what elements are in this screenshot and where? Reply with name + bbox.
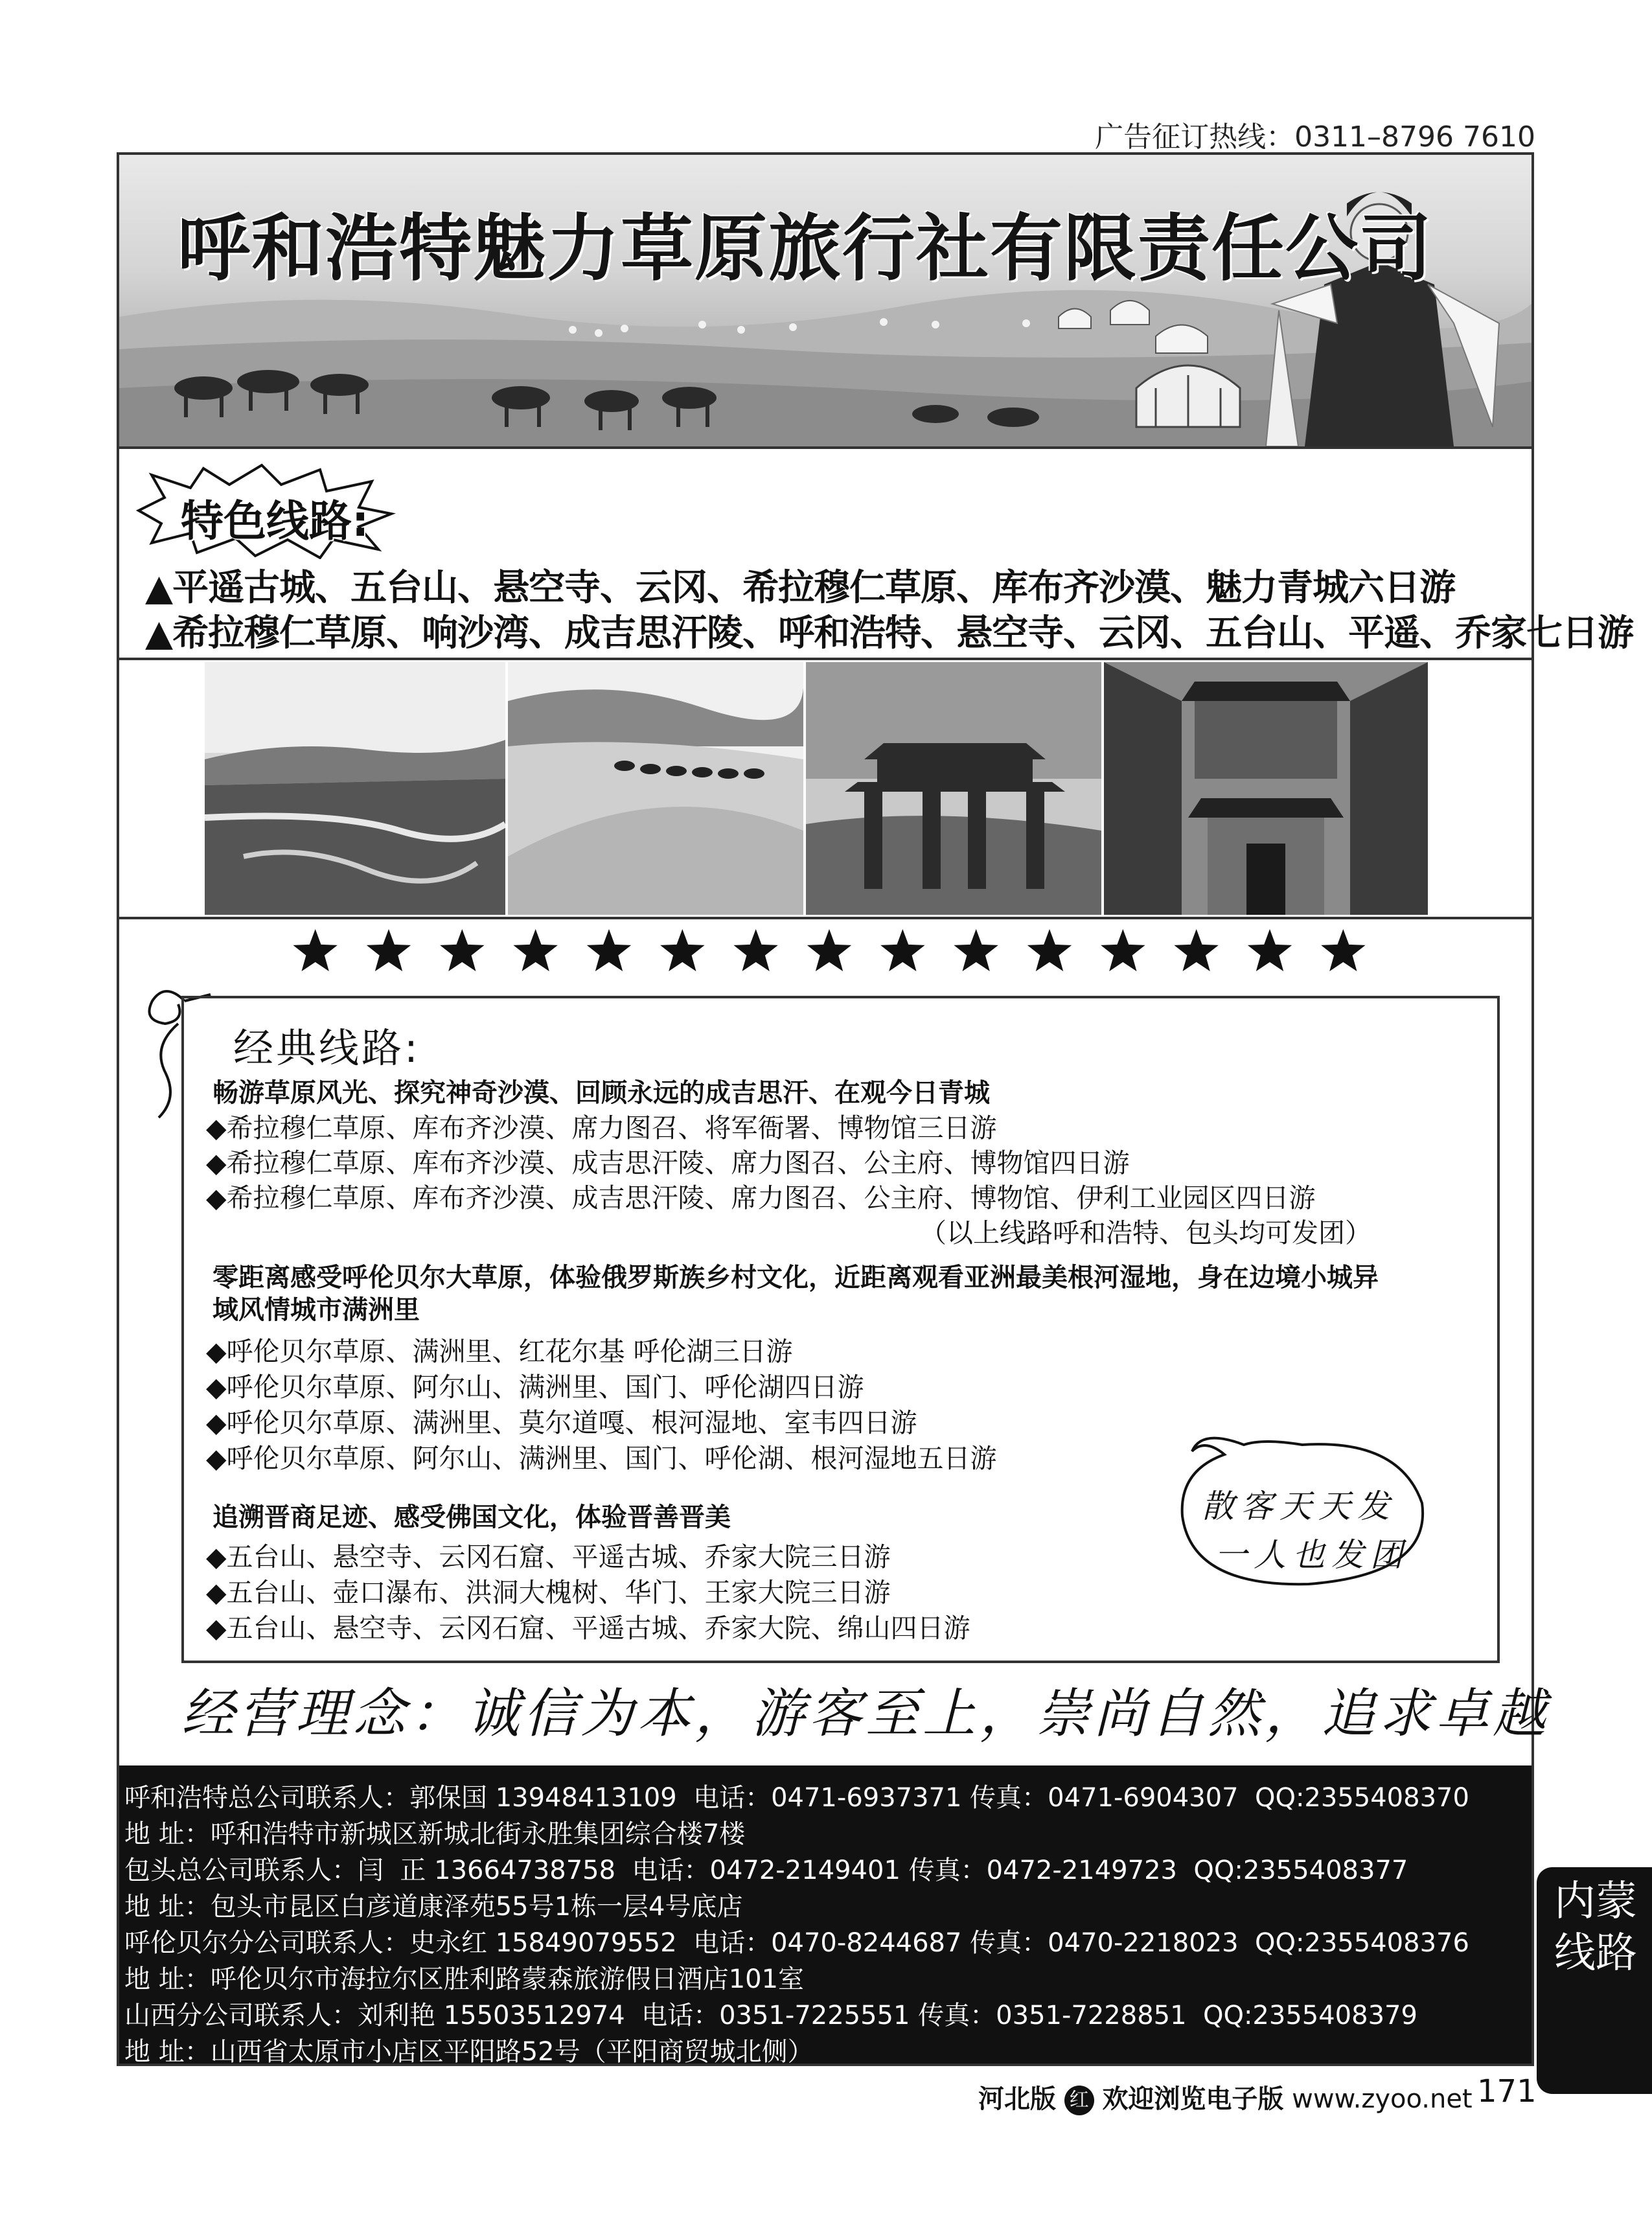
company-name: 呼和浩特魅力草原旅行社有限责任公司	[178, 207, 1433, 291]
featured-badge-label: 特色线路:	[181, 496, 369, 546]
star-icon	[440, 929, 485, 971]
business-philosophy: 经营理念：诚信为本，游客至上，崇尚自然，追求卓越	[181, 1683, 1550, 1745]
contact-address: 地 址：呼和浩特市新城区新城北街永胜集团综合楼7楼	[124, 1819, 746, 1849]
ancient-courtyard-photo-icon	[1104, 662, 1428, 915]
ad-hotline: 广告征订热线：0311–8796 7610	[1095, 121, 1535, 154]
star-icon	[513, 929, 558, 971]
star-icon	[1174, 929, 1219, 971]
contact-address: 地 址：呼伦贝尔市海拉尔区胜利路蒙森旅游假日酒店101室	[124, 1964, 805, 1994]
contact-line: 呼伦贝尔分公司联系人：史永红 15849079552 电话：0470-8244687 传真：0470-2218023 QQ:2355408376	[124, 1928, 1469, 1958]
bubble-line: 散客天天发	[1202, 1488, 1396, 1525]
star-icon	[733, 929, 778, 971]
star-icon	[587, 929, 631, 971]
route-item: ◆五台山、壶口瀑布、洪洞大槐树、华门、王家大院三日游	[206, 1577, 891, 1608]
footer-welcome: 欢迎浏览电子版	[1102, 2084, 1284, 2114]
photo-strip	[119, 660, 1532, 919]
contact-line: 呼和浩特总公司联系人：郭保国 13948413109 电话：0471-6937371 传真：0471-6904307 QQ:2355408370	[124, 1783, 1469, 1813]
star-icon	[1248, 929, 1292, 971]
desert-camel-caravan-photo-icon	[508, 662, 803, 915]
route-group-heading: 域风情城市满洲里	[212, 1294, 420, 1325]
contact-line: 包头总公司联系人：闫 正 13664738758 电话：0472-2149401 传真：0472-2149723 QQ:2355408377	[124, 1856, 1408, 1885]
route-item: ◆呼伦贝尔草原、满洲里、莫尔道嘎、根河湿地、室韦四日游	[206, 1407, 917, 1438]
featured-route: ▲希拉穆仁草原、响沙湾、成吉思汗陵、呼和浩特、悬空寺、云冈、五台山、平遥、乔家七日游	[145, 612, 1634, 654]
contact-address: 地 址：包头市昆区白彦道康泽苑55号1栋一层4号底店	[124, 1892, 743, 1922]
hong-logo-icon: 红	[1064, 2086, 1094, 2115]
route-item: ◆呼伦贝尔草原、阿尔山、满洲里、国门、呼伦湖四日游	[206, 1372, 864, 1403]
page-number: 171	[1477, 2073, 1537, 2110]
contact-block	[119, 1765, 1532, 2067]
route-item: ◆希拉穆仁草原、库布齐沙漠、成吉思汗陵、席力图召、公主府、博物馆、伊利工业园区四日游	[206, 1182, 1316, 1213]
featured-route: ▲平遥古城、五台山、悬空寺、云冈、希拉穆仁草原、库布齐沙漠、魅力青城六日游	[145, 567, 1456, 609]
route-note: （以上线路呼和浩特、包头均可发团）	[920, 1217, 1371, 1248]
side-tab-label: 内蒙线路	[1554, 1878, 1637, 1977]
route-item: ◆呼伦贝尔草原、阿尔山、满洲里、国门、呼伦湖、根河湿地五日游	[206, 1443, 997, 1474]
route-item: ◆呼伦贝尔草原、满洲里、红花尔基 呼伦湖三日游	[206, 1336, 793, 1367]
contact-address: 地 址：山西省太原市小店区平阳路52号（平阳商贸城北侧）	[124, 2037, 814, 2067]
star-divider	[279, 926, 1380, 978]
grassland-river-photo-icon	[205, 662, 505, 915]
mausoleum-gate-photo-icon	[806, 662, 1101, 915]
star-icon	[954, 929, 998, 971]
classic-routes-title: 经典线路:	[233, 1024, 420, 1072]
route-item: ◆希拉穆仁草原、库布齐沙漠、席力图召、将军衙署、博物馆三日游	[206, 1112, 997, 1144]
route-item: ◆五台山、悬空寺、云冈石窟、平遥古城、乔家大院、绵山四日游	[206, 1613, 970, 1644]
contact-line: 山西分公司联系人：刘利艳 15503512974 电话：0351-7225551 传真：0351-7228851 QQ:2355408379	[124, 2001, 1417, 2030]
company-banner	[119, 155, 1532, 449]
route-group-heading: 零距离感受呼伦贝尔大草原，体验俄罗斯族乡村文化，近距离观看亚洲最美根河湿地，身在边境小城异	[212, 1262, 1379, 1293]
footer-edition: 河北版	[978, 2084, 1056, 2114]
star-icon	[880, 929, 925, 971]
star-icon	[1027, 929, 1072, 971]
star-icon	[293, 929, 338, 971]
route-item: ◆五台山、悬空寺、云冈石窟、平遥古城、乔家大院三日游	[206, 1541, 891, 1572]
star-icon	[367, 929, 411, 971]
route-group-heading: 畅游草原风光、探究神奇沙漠、回顾永远的成吉思汗、在观今日青城	[212, 1077, 990, 1108]
footer	[978, 2078, 1473, 2115]
route-group-heading: 追溯晋商足迹、感受佛国文化，体验晋善晋美	[212, 1502, 731, 1532]
star-icon	[1321, 929, 1366, 971]
route-item: ◆希拉穆仁草原、库布齐沙漠、成吉思汗陵、席力图召、公主府、博物馆四日游	[206, 1147, 1130, 1178]
star-icon	[660, 929, 705, 971]
featured-routes-section	[119, 449, 1634, 660]
footer-url-link[interactable]: www.zyoo.net	[1292, 2084, 1473, 2114]
star-icon	[1101, 929, 1145, 971]
star-icon	[807, 929, 851, 971]
bubble-line: 一人也发团	[1215, 1536, 1409, 1574]
